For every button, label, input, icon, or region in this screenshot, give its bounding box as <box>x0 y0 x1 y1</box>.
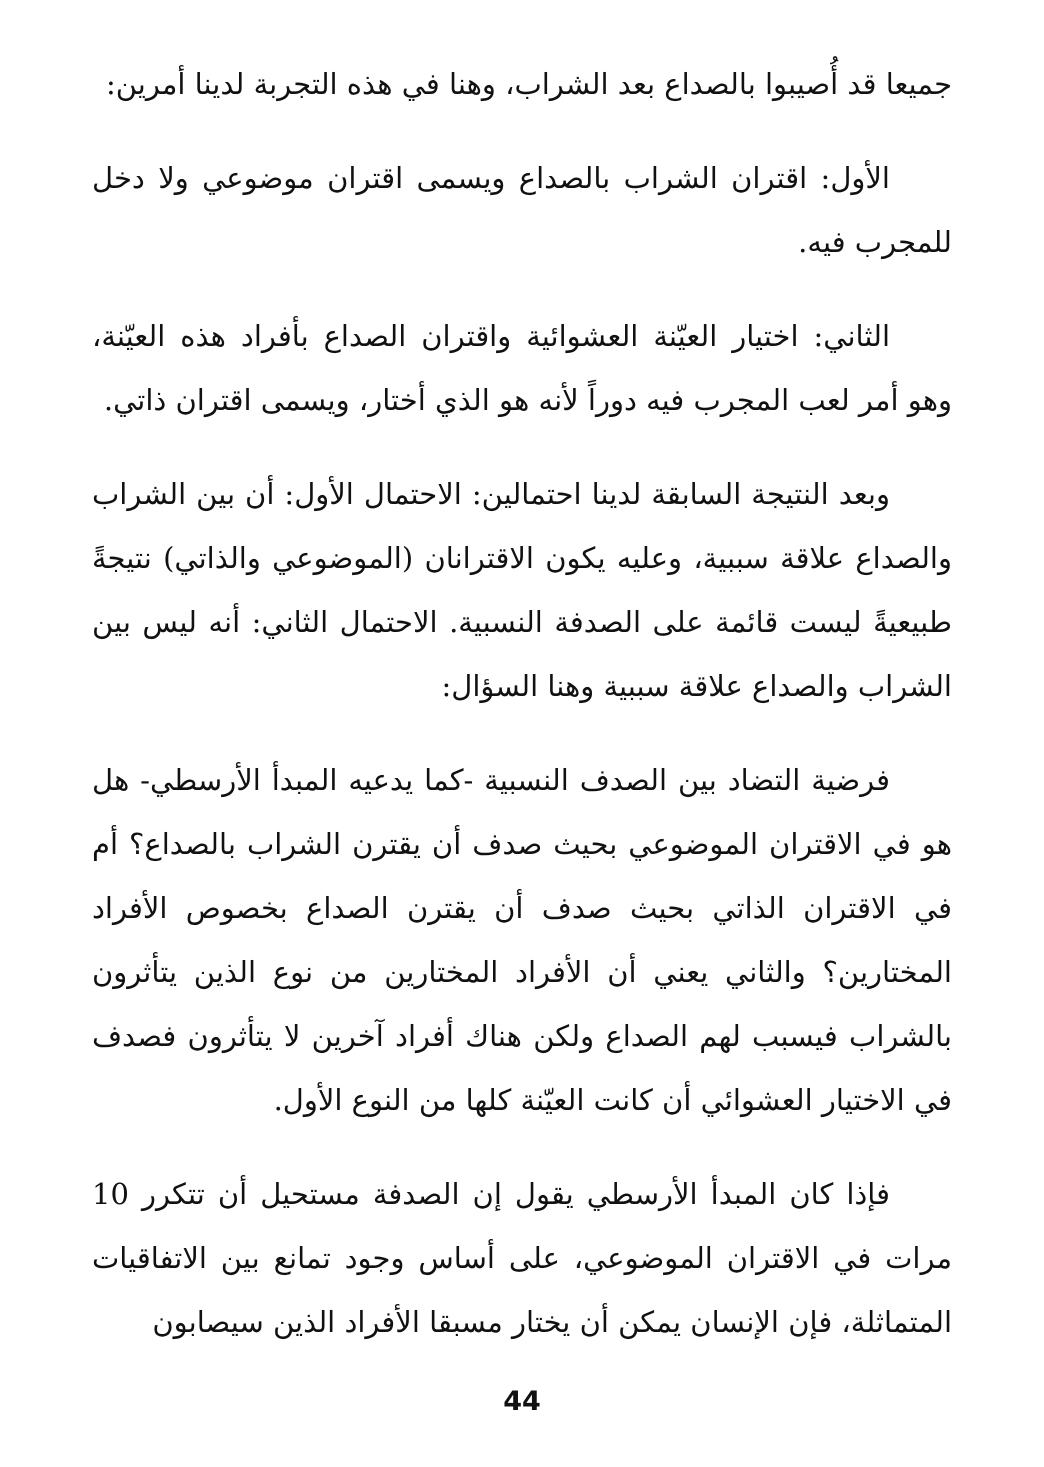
paragraph-first-point: الأول: اقتران الشراب بالصداع ويسمى اقتران موضوعي ولا دخل للمجرب فيه. <box>92 161 952 259</box>
paragraph-probabilities: وبعد النتيجة السابقة لدينا احتمالين: الاحتمال الأول: أن بين الشراب والصداع علاقة سببية، وعليه يكون الاقترانان (الموضوعي والذاتي) نتيجةً طبيعيةً ليست قائمة على الصدفة النسبية. الاحتمال الثاني: أنه ليس بين الشراب والصداع علاقة سببية وهنا السؤال: <box>92 477 952 703</box>
paragraph-continuation: جميعا قد أُصيبوا بالصداع بعد الشراب، وهنا في هذه التجربة لدينا أمرين: <box>105 67 952 101</box>
paragraph-hypothesis: فرضية التضاد بين الصدف النسبية -كما يدعيه المبدأ الأرسطي- هل هو في الاقتران الموضوعي بحيث صدف أن يقترن الشراب بالصداع؟ أم في الاقتران الذاتي بحيث صدف أن يقترن الصداع بخصوص الأفراد المختارين؟ والثاني يعني أن الأفراد المختارين من نوع الذين يتأثرون بالشراب فيسبب لهم الصداع ولكن هناك أفراد آخرين لا يتأثرون فصدف في الاختيار العشوائي أن كانت العيّنة كلها من النوع الأول. <box>92 763 952 1117</box>
paragraph-second-point: الثاني: اختيار العيّنة العشوائية واقتران الصداع بأفراد هذه العيّنة، وهو أمر لعب المجرب فيه دوراً لأنه هو الذي أختار، ويسمى اقتران ذاتي. <box>92 319 952 417</box>
paragraph-aristotelian-principle: فإذا كان المبدأ الأرسطي يقول إن الصدفة مستحيل أن تتكرر 10 مرات في الاقتران الموضوعي، على أساس وجود تمانع بين الاتفاقيات المتماثلة، فإن الإنسان يمكن أن يختار مسبقا الأفراد الذين سيصابون <box>92 1177 952 1339</box>
page-body <box>92 52 952 1384</box>
page-number: 44 <box>503 1386 541 1417</box>
